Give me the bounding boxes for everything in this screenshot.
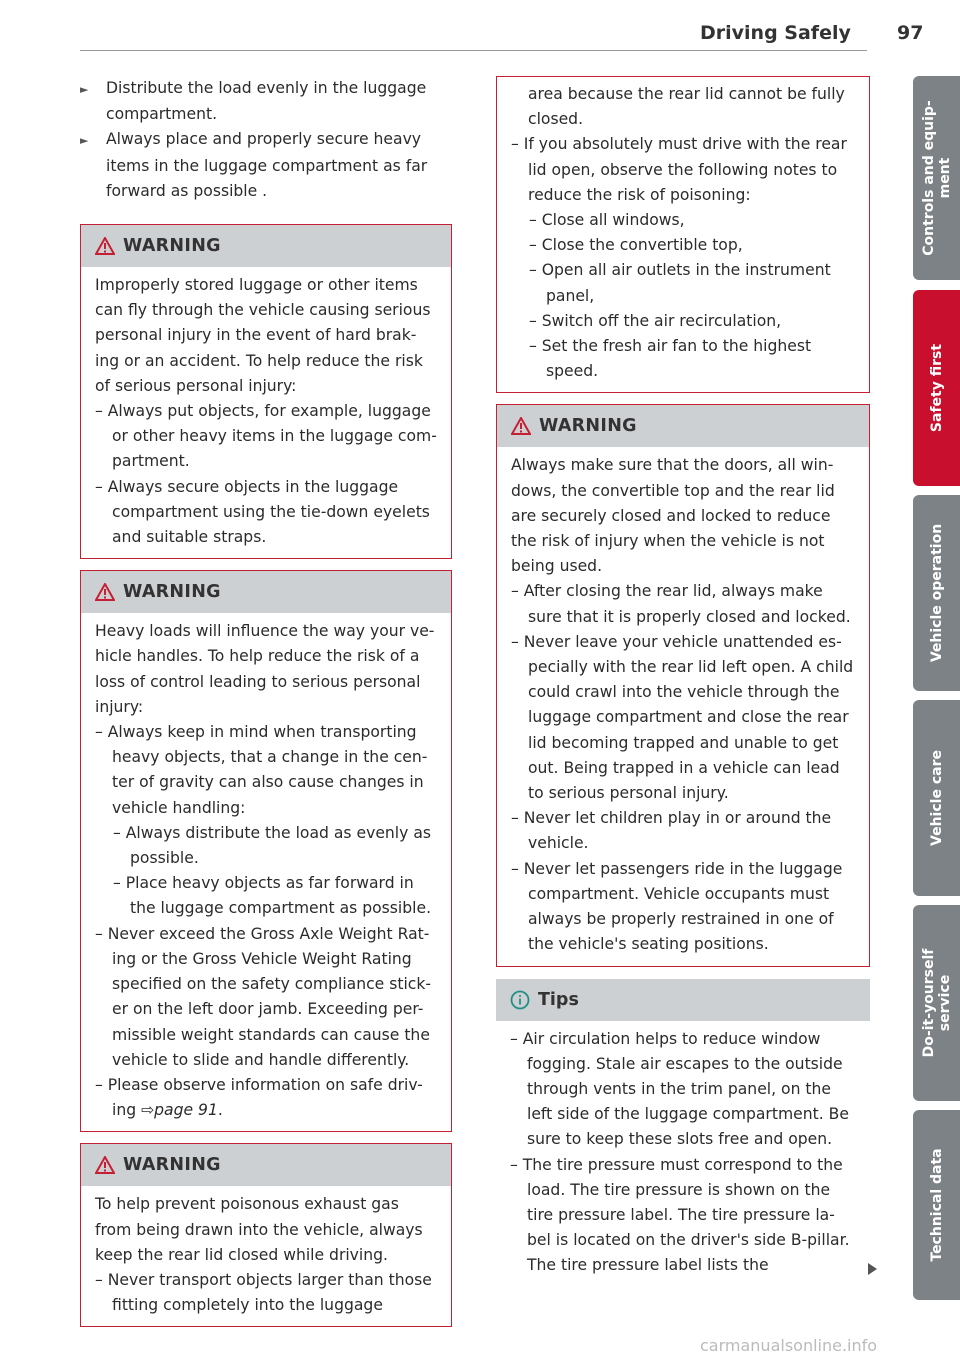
warning-triangle-icon <box>95 237 115 255</box>
continue-arrow-icon <box>868 1263 877 1275</box>
triangle-bullet-icon: ► <box>80 83 89 96</box>
section-title: Driving Safely <box>700 22 851 44</box>
warning-label: WARNING <box>123 582 221 603</box>
page-number: 97 <box>897 22 924 44</box>
warning-header <box>497 405 869 447</box>
warning-continuation-box <box>496 76 870 393</box>
warning-triangle-icon <box>511 417 531 435</box>
watermark: carmanualsonline.info <box>700 1336 878 1355</box>
page-reference-item: – Please observe information on safe driv- ing ⇨page 91. <box>95 1075 423 1120</box>
warning-box <box>496 404 870 966</box>
warning-header <box>81 225 451 267</box>
warning-triangle-icon <box>95 583 115 601</box>
tab-vehicle-care[interactable]: Vehicle care <box>913 700 960 896</box>
warning-box <box>80 1143 452 1327</box>
warning-body: Always make sure that the doors, all win- dows, the convertible top and the rear lid are securely closed and locked to reduce the risk of injury when the vehicle is not being used. – After closing the rear lid, always make sure that it is properly closed and locked. – Never leave your vehicle unattended es- pecially with the rear lid left open. A child could crawl into the vehicle through the luggage compartment and close the rear lid becoming trapped and unable to get out. Being trapped in a vehicle can lead to serious personal injury. – Never let children play in or around the vehicle. – Never let passengers ride in the luggage compartment. Vehicle occupants must always be properly restrained in one of the vehicle's seating positions. <box>511 456 854 954</box>
warning-header <box>81 1144 451 1186</box>
header-rule <box>80 50 867 51</box>
tips-header <box>496 979 870 1021</box>
warning-body: To help prevent poisonous exhaust gas from being drawn into the vehicle, always keep the rear lid closed while driving. – Never transport objects larger than those fitting completely into the luggage <box>95 1195 432 1315</box>
warning-body: Heavy loads will influence the way your ve- hicle handles. To help reduce the risk of a loss of control leading to serious personal injury: – Always keep in mind when transporting heavy objects, that a change in the cen- ter of gravity can also cause changes in vehicle handling: – Always distribute the load as evenly as possible. – Place heavy objects as far forward in the luggage compartment as possible. – Never exceed the Gross Axle Weight Rat- ing or the Gross Vehicle Weight Rating specified on the safety compliance stick- er on the left door jamb. Exceeding per- missible weight standards can cause the vehicle to slide and handle differently. – Please observe information on safe driv- ing ⇨page 91. <box>81 613 451 1131</box>
tips-box <box>496 979 870 1279</box>
triangle-bullet-icon: ► <box>80 134 89 148</box>
bullet-item: ► Always place and properly secure heavy items in the luggage compartment as far forward as possible . <box>80 130 428 200</box>
warning-label: WARNING <box>123 236 221 257</box>
tips-label: Tips <box>538 989 579 1010</box>
info-icon <box>510 990 530 1010</box>
warning-label: WARNING <box>123 1155 221 1176</box>
tab-do-it-yourself-service[interactable]: Do-it-yourself service <box>913 905 960 1101</box>
warning-header <box>81 571 451 613</box>
tips-body: – Air circulation helps to reduce window fogging. Stale air escapes to the outside through vents in the trim panel, on the left side of the luggage compartment. Be sure to keep these slots free and open. – The tire pressure must correspond to the load. The tire pressure is shown on the tire pressure label. The tire pressure la- bel is located on the driver's side B-pillar. The tire pressure label lists the <box>510 1029 850 1275</box>
tab-vehicle-operation[interactable]: Vehicle operation <box>913 495 960 691</box>
right-column <box>496 76 870 1279</box>
reference-arrow-icon: ⇨ <box>141 1101 155 1120</box>
tab-safety-first[interactable]: Safety first <box>913 290 960 486</box>
page-reference-link[interactable]: page 91 <box>154 1101 218 1120</box>
warning-box <box>80 570 452 1132</box>
tab-controls-and-equipment[interactable]: Controls and equip- ment <box>913 76 960 280</box>
tab-technical-data[interactable]: Technical data <box>913 1110 960 1300</box>
warning-body: area because the rear lid cannot be fully closed. – If you absolutely must drive with the rear lid open, observe the following notes to reduce the risk of poisoning: – Close all windows, – Close the convertible top, – Open all air outlets in the instrument panel, – Switch off the air recirculation, – Set the fresh air fan to the highest speed. <box>511 85 847 381</box>
left-column <box>80 76 452 1327</box>
warning-box <box>80 224 452 559</box>
warning-label: WARNING <box>539 416 637 437</box>
warning-body: Improperly stored luggage or other items can fly through the vehicle causing serious personal injury in the event of hard brak- ing or an accident. To help reduce the risk of serious personal injury: – Always put objects, for example, luggage or other heavy items in the luggage com- partment. – Always secure objects in the luggage compartment using the tie-down eyelets and suitable straps. <box>95 276 437 547</box>
warning-triangle-icon <box>95 1156 115 1174</box>
bullet-item: ► Distribute the load evenly in the luggage compartment. <box>80 79 427 124</box>
